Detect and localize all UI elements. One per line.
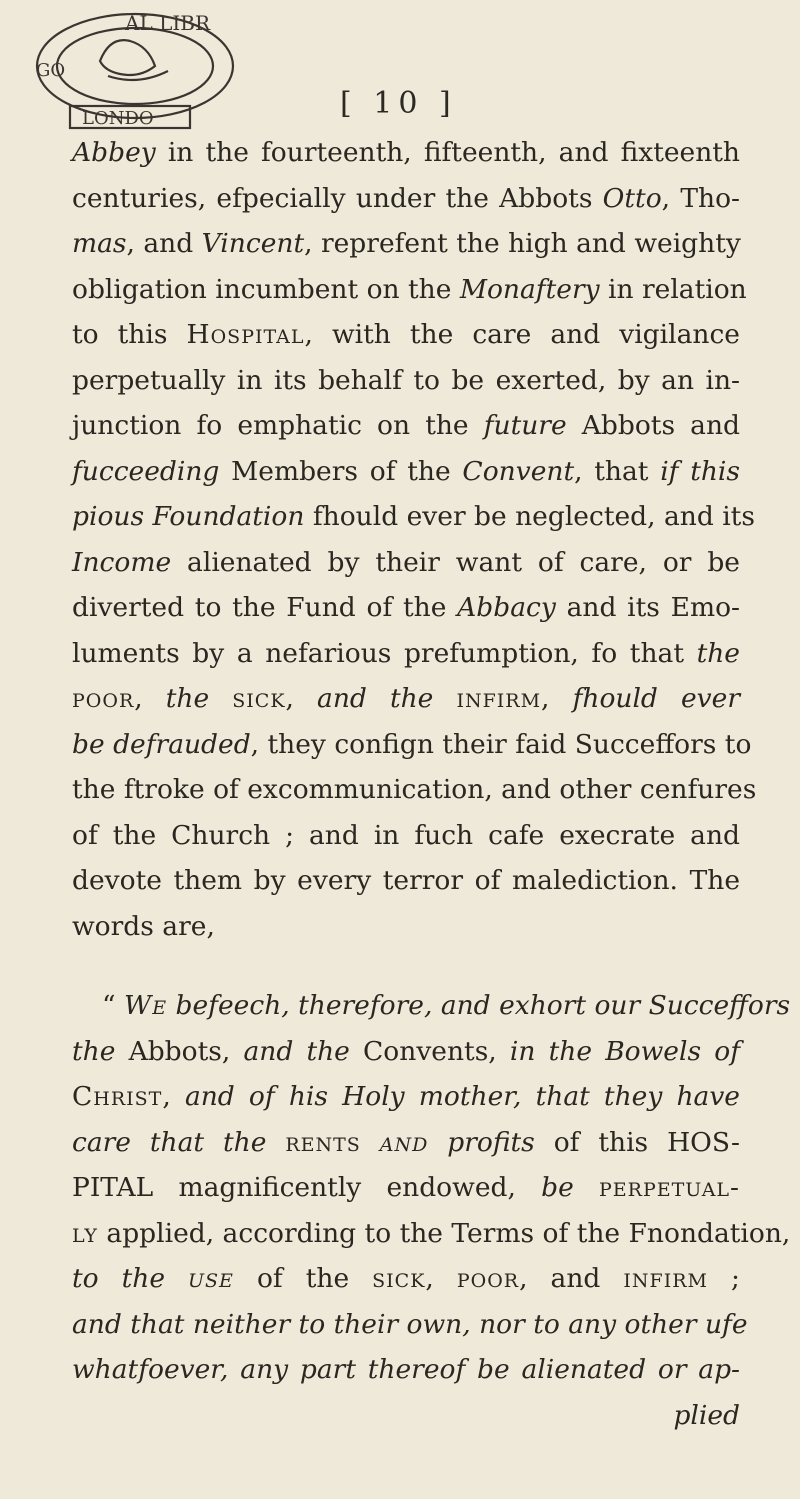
text-line	[72, 130, 740, 176]
text-segment: Abbots,	[115, 1035, 244, 1067]
text-segment	[266, 1127, 285, 1158]
text-segment: Fnondation,	[620, 1217, 791, 1249]
text-line	[72, 904, 740, 950]
text-segment: applied, according to the Terms of the	[106, 1217, 621, 1249]
text-segment: Abbacy	[457, 592, 556, 623]
text-segment: Abbots and	[566, 410, 741, 441]
text-line	[72, 983, 791, 1029]
text-segment: Convent	[462, 455, 575, 487]
text-segment: PITAL magnificently endowed,	[72, 1172, 542, 1203]
text-line	[72, 494, 755, 540]
text-segment: Monaftery	[459, 273, 600, 305]
text-segment	[600, 1263, 623, 1294]
text-segment: and its Emo-	[555, 592, 740, 623]
text-segment: “	[102, 990, 124, 1021]
text-segment: junction fo emphatic on the	[72, 410, 484, 441]
text-segment: whatfoever, any part thereof be alienated or ap-	[72, 1354, 740, 1385]
text-segment: care that the	[72, 1126, 267, 1158]
text-segment: sick	[372, 1263, 426, 1294]
text-segment: sick	[232, 683, 286, 714]
text-segment: ,	[162, 1081, 185, 1112]
library-stamp	[30, 6, 250, 136]
text-segment: pious Foundation	[72, 501, 305, 532]
text-segment	[361, 1127, 380, 1158]
text-segment: Otto	[602, 182, 662, 214]
text-line	[72, 358, 740, 404]
text-segment: , reprefent the high and weighty	[304, 228, 741, 259]
text-line	[72, 722, 752, 768]
text-line	[72, 1029, 740, 1075]
text-segment: mas	[72, 228, 127, 259]
stamp-left-text: GO	[36, 60, 66, 81]
text-line	[72, 1074, 740, 1120]
text-segment: if this	[660, 455, 741, 487]
text-segment: , they confign their faid Succeffors to	[250, 728, 752, 760]
text-segment: Abbey	[72, 137, 156, 168]
text-segment: use	[188, 1263, 234, 1294]
text-segment: the	[72, 1035, 116, 1067]
text-segment	[167, 990, 175, 1021]
text-segment: centuries, efpecially under the Abbots	[72, 182, 603, 214]
text-line	[72, 449, 740, 495]
text-line	[72, 267, 747, 313]
text-segment: future	[483, 410, 567, 441]
text-segment: and the	[317, 683, 434, 714]
text-segment: profits	[447, 1126, 535, 1158]
text-segment: poor	[456, 1263, 520, 1294]
text-segment: ,	[285, 683, 318, 714]
text-segment: of the Church ; and in fuch cafe execrate and	[72, 819, 740, 851]
stamp-top-text: AL LIBR	[125, 11, 211, 35]
text-segment: ;	[707, 1263, 740, 1294]
text-line	[72, 221, 740, 267]
text-segment: We	[123, 990, 168, 1021]
text-segment: words are,	[72, 910, 215, 942]
text-segment: be	[541, 1172, 574, 1203]
text-line	[72, 540, 740, 586]
text-segment: to the	[72, 1263, 166, 1294]
text-line	[72, 1347, 740, 1393]
text-segment	[433, 683, 456, 714]
paragraph-1	[72, 130, 757, 949]
text-segment: infirm	[456, 683, 542, 714]
text-segment: ,	[519, 1263, 551, 1294]
text-segment: ,	[425, 1263, 457, 1294]
text-segment: ,	[661, 182, 681, 214]
text-line	[72, 1302, 748, 1348]
text-segment: , with the care and vigilance	[304, 319, 740, 350]
text-segment: befeech, therefore, and exhort our Succeffors	[175, 990, 791, 1021]
text-segment: the	[165, 683, 210, 714]
text-segment: in the fourteenth, fifteenth, and fixteenth	[155, 137, 740, 168]
text-segment: Christ	[72, 1081, 163, 1112]
text-segment: of this	[553, 1126, 649, 1158]
text-line	[72, 1393, 740, 1439]
text-segment	[234, 1263, 257, 1294]
text-line	[72, 767, 757, 813]
text-segment: luments by a nefarious prefumption, fo that	[72, 637, 697, 669]
text-line	[72, 1165, 740, 1211]
text-segment: perpetual-	[598, 1172, 740, 1203]
text-segment: ly	[72, 1217, 98, 1249]
text-segment: diverted to the Fund of the	[72, 592, 458, 623]
text-line	[72, 813, 740, 859]
text-segment	[165, 1263, 188, 1294]
text-segment: fhould ever	[572, 683, 740, 714]
text-segment	[349, 1263, 372, 1294]
text-line	[72, 631, 740, 677]
text-line	[72, 858, 740, 904]
text-line	[72, 676, 740, 722]
text-segment: and that neither to their own, nor to any other ufe	[72, 1308, 748, 1340]
body-text	[72, 130, 791, 1438]
text-segment: and the	[243, 1035, 350, 1067]
text-line	[72, 403, 740, 449]
text-segment: the ftroke of excommunication, and other cenfures	[72, 774, 757, 805]
text-segment: plied	[673, 1399, 740, 1431]
text-segment: fhould ever be neglected, and its	[304, 501, 755, 532]
text-segment: Vincent	[201, 228, 305, 259]
text-segment: HOS-	[648, 1126, 740, 1158]
text-segment: be defrauded	[72, 728, 251, 760]
text-segment: alienated by their want of care, or be	[171, 546, 740, 578]
text-segment: fucceeding	[72, 455, 220, 487]
text-segment: Income	[72, 546, 172, 578]
text-segment: and of his Holy mother, that they have	[184, 1081, 740, 1112]
text-segment: and	[379, 1126, 429, 1158]
text-line	[72, 1211, 791, 1257]
page-number: [ 10 ]	[340, 86, 457, 121]
text-line	[72, 312, 740, 358]
paragraph-2	[72, 983, 791, 1438]
text-segment: Tho-	[680, 182, 740, 214]
text-segment: of the	[256, 1263, 350, 1294]
text-segment: obligation incumbent on the	[72, 273, 460, 305]
text-segment: to this	[72, 319, 187, 350]
text-segment: devote them by every terror of malediction. The	[72, 865, 740, 896]
text-segment: infirm	[623, 1263, 708, 1294]
text-segment: ,	[134, 683, 166, 714]
text-segment: , and	[126, 228, 202, 259]
text-segment	[535, 1127, 554, 1158]
text-segment: Members of the	[219, 455, 463, 487]
text-segment: and	[550, 1263, 601, 1294]
text-segment: rents	[285, 1126, 361, 1158]
text-segment: ,	[541, 683, 573, 714]
text-line	[72, 176, 740, 222]
text-segment: in the Bowels of	[509, 1035, 740, 1067]
text-segment: poor	[72, 683, 135, 714]
text-line	[72, 1120, 740, 1166]
text-segment	[209, 683, 232, 714]
text-segment: in relation	[599, 273, 747, 305]
text-line	[72, 585, 740, 631]
text-line	[72, 1256, 740, 1302]
stamp-bottom-text: LONDO	[82, 108, 154, 129]
text-segment: Convents,	[349, 1035, 510, 1067]
text-segment: the	[696, 637, 740, 669]
text-segment: , that	[574, 455, 661, 487]
text-segment	[574, 1172, 599, 1203]
text-segment	[428, 1127, 447, 1158]
text-segment: Hospital	[186, 319, 305, 350]
text-segment: perpetually in its behalf to be exerted, by an in-	[72, 364, 740, 396]
